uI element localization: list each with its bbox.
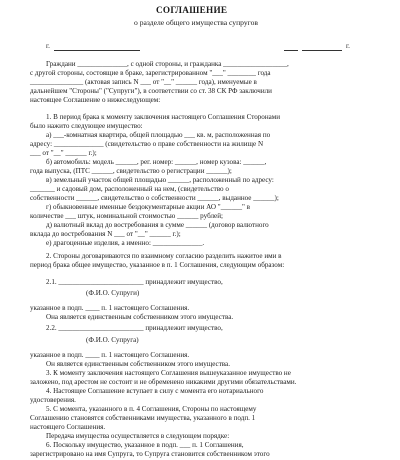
place-underline — [54, 50, 140, 51]
line-35: 5. С момента, указанного в п. 4 Соглашения, Стороны по настоящему — [46, 405, 257, 413]
line-15: собственности ______, свидетельство о собственности ______, выданное ______); — [30, 194, 279, 202]
line-40: зарегистрировано на имя Супруга, то Супруга становится собственником этого — [30, 450, 270, 458]
date-month-underline — [302, 50, 342, 51]
line-5: настоящее Соглашение о нижеследующем: — [30, 96, 161, 104]
line-13: в) земельный участок общей площадью ______, расположенный по адресу: — [46, 176, 274, 184]
line-8: а) ___-комнатная квартира, общей площадью ___ кв. м, расположенная по — [46, 131, 271, 139]
place-label: г. — [46, 42, 50, 50]
line-36: Соглашению становятся собственниками имущества, указанного в подп. 1 — [30, 414, 256, 422]
line-14: _______ и садовый дом, расположенный на нем, (свидетельство о — [30, 185, 229, 193]
line-38: Передача имущества осуществляется в следующем порядке: — [46, 432, 230, 440]
line-27: 2.2. ________________________ принадлежит имущество, — [46, 324, 223, 332]
date-suffix: г. — [346, 42, 350, 50]
line-24: (Ф.И.О. Супруги) — [86, 289, 140, 297]
line-6: 1. В период брака к моменту заключения настоящего Соглашения Сторонами — [46, 113, 281, 121]
line-31: 3. К моменту заключения настоящего Соглашения вышеуказанное имущество не — [46, 369, 291, 377]
line-28: (Ф.И.О. Супруга) — [86, 336, 139, 344]
line-29: указанное в подп. ____ п. 1 настоящего Соглашения. — [30, 351, 190, 359]
line-22: период брака общее имущество, указанное в п. 1 Соглашения, следующим образом: — [30, 261, 285, 269]
line-21: 2. Стороны договариваются по взаимному согласию разделить нажитое ими в — [46, 252, 282, 260]
line-25: указанное в подп. ____ п. 1 настоящего Соглашения. — [30, 304, 190, 312]
line-12: года выпуска, (ПТС ______, свидетельство о регистрации ______); — [30, 167, 232, 175]
line-11: б) автомобиль: модель ______, рег. номер: ______, номер кузова: ______, — [46, 158, 267, 166]
line-1: Граждани ______________, с одной стороны, и гражданка __________________, — [46, 60, 289, 68]
line-23: 2.1. ________________________ принадлежит имущество, — [46, 278, 223, 286]
line-7: было нажито следующее имущество: — [30, 122, 143, 130]
line-3: _______________ (актовая запись N ___ от "__" ______ года), именуемые в — [30, 78, 257, 86]
line-37: настоящего Соглашения. — [30, 423, 106, 431]
line-33: 4. Настоящее Соглашение вступает в силу с момента его нотариального — [46, 387, 264, 395]
line-16: г) обыкновенные именные бездокументарные акции АО "______" в — [46, 203, 251, 211]
date-day-underline — [284, 50, 298, 51]
document-title: СОГЛАШЕНИЕ — [156, 5, 228, 15]
line-20: е) драгоценные изделия, а именно: ______________. — [46, 239, 205, 247]
line-34: удостоверения. — [30, 396, 76, 404]
line-19: вклада до востребования N ___ от "__" ______ г.); — [30, 230, 181, 238]
line-10: ___ от "__" ______ г.); — [30, 149, 97, 157]
document-subtitle: о разделе общего имущества супругов — [134, 18, 258, 27]
line-26: Она является единственным собственником этого имущества. — [46, 313, 234, 321]
line-17: количестве ___ штук, номинальной стоимостью ______ рублей; — [30, 212, 223, 220]
line-32: заложено, под арестом не состоит и не обременено никакими другими обязательствами. — [30, 378, 297, 386]
line-9: адресу: ______________ (свидетельство о праве собственности на жилище N — [30, 140, 264, 148]
line-18: д) валютный вклад до востребования в сумме ______ (договор валютного — [46, 221, 269, 229]
line-4: дальнейшем "Стороны" ("Супруги"), в соответствии со ст. 38 СК РФ заключили — [30, 87, 272, 95]
line-30: Он является единственным собственником этого имущества. — [46, 360, 230, 368]
line-2: с другой стороны, состоящие в браке, зарегистрированном "___" ________ года — [30, 69, 271, 77]
line-39: 6. Поскольку имущество, указанное в подп. ___ п. 1 Соглашения, — [46, 441, 244, 449]
